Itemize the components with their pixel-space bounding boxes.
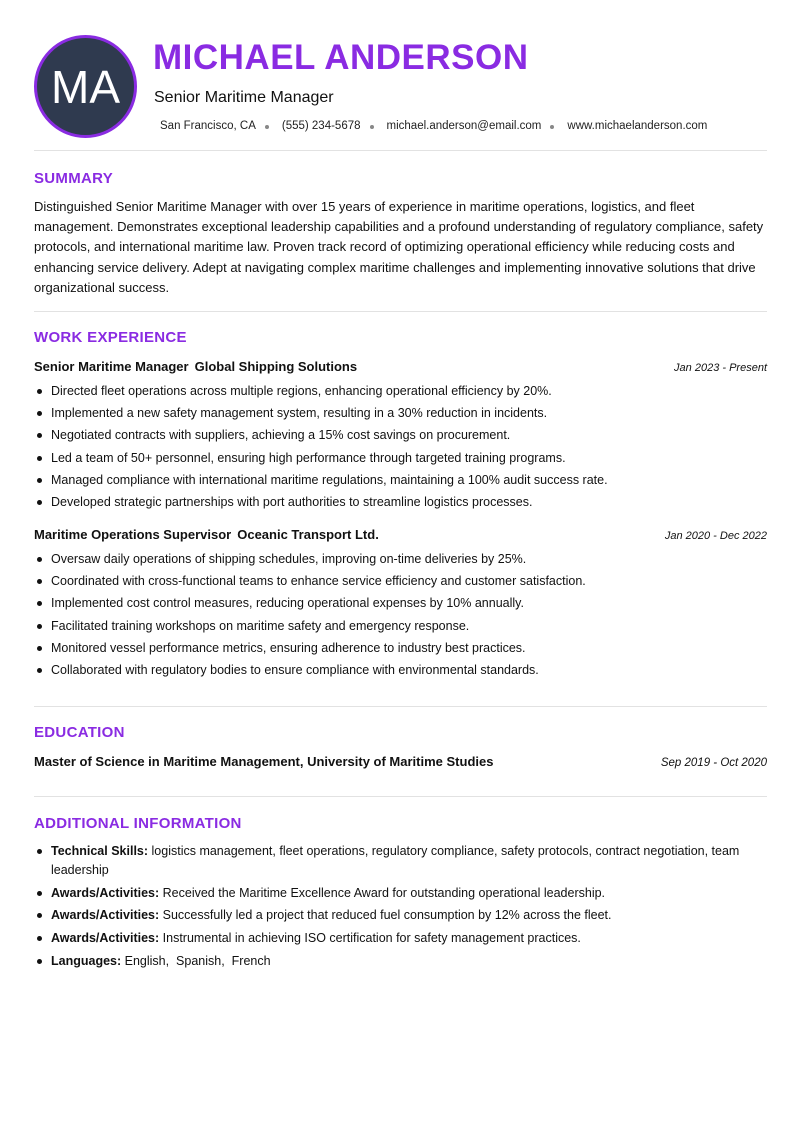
list-item: Oversaw daily operations of shipping schedules, improving on-time deliveries by 25%. [34, 548, 767, 570]
list-item: Developed strategic partnerships with port authorities to streamline logistics processes. [34, 491, 767, 513]
additional-list [34, 842, 767, 974]
list-item: Negotiated contracts with suppliers, achieving a 15% cost savings on procurement. [34, 424, 767, 446]
list-item [34, 884, 767, 903]
contact-location: San Francisco, CA [160, 120, 256, 132]
job-company: Oceanic Transport Ltd. [237, 527, 379, 542]
item-label: Technical Skills: [51, 844, 149, 858]
job-dates: Jan 2020 - Dec 2022 [664, 530, 767, 542]
list-item [34, 842, 767, 880]
education-dates: Sep 2019 - Oct 2020 [660, 757, 767, 769]
job-bullets [34, 380, 767, 513]
list-item: Led a team of 50+ personnel, ensuring high performance through targeted training programs. [34, 447, 767, 469]
summary-text: Distinguished Senior Maritime Manager with over 15 years of experience in maritime operations, logistics, and fleet management. Demonstrates exceptional leadership capabilities and a profound understanding of regulatory compliance, safety protocols, and international maritime law. Proven track record of optimizing operational efficiency while reducing costs and enhancing service delivery. Adept at navigating complex maritime challenges and implementing innovative solutions that drive organizational success. [34, 199, 764, 295]
job-company: Global Shipping Solutions [194, 359, 358, 374]
item-text: Instrumental in achieving ISO certification for safety management practices. [162, 930, 581, 945]
experience-heading: WORK EXPERIENCE [34, 329, 187, 346]
item-label: Awards/Activities: [51, 908, 160, 922]
education-degree: Master of Science in Maritime Management, University of Maritime Studies [34, 754, 494, 769]
item-text: Successfully led a project that reduced fuel consumption by 12% across the fleet. [162, 908, 612, 922]
list-item [34, 929, 767, 948]
contact-email[interactable]: michael.anderson@email.com [386, 120, 542, 132]
additional-heading: ADDITIONAL INFORMATION [34, 815, 242, 832]
contact-phone: (555) 234-5678 [281, 120, 361, 132]
item-text: logistics management, fleet operations, regulatory compliance, safety protocols, contract negotiation, team leadership [51, 844, 740, 877]
list-item: Monitored vessel performance metrics, ensuring adherence to industry best practices. [34, 637, 767, 659]
job-role: Senior Maritime Manager [34, 359, 189, 374]
item-text: English, Spanish, French [124, 953, 271, 968]
education-heading: EDUCATION [34, 724, 125, 741]
section-divider [34, 796, 767, 797]
item-label: Awards/Activities: [51, 885, 160, 900]
list-item: Collaborated with regulatory bodies to ensure compliance with environmental standards. [34, 659, 767, 681]
section-divider [34, 706, 767, 707]
list-item: Directed fleet operations across multiple regions, enhancing operational efficiency by 20%. [34, 380, 767, 402]
contact-website[interactable]: www.michaelanderson.com [567, 120, 708, 132]
summary-heading: SUMMARY [34, 170, 114, 187]
item-text: Received the Maritime Excellence Award for outstanding operational leadership. [162, 885, 606, 900]
list-item: Implemented cost control measures, reducing operational expenses by 10% annually. [34, 592, 767, 614]
separator-dot [265, 125, 269, 129]
item-label: Languages: [51, 953, 122, 968]
list-item: Coordinated with cross-functional teams to enhance service efficiency and customer satisfaction. [34, 570, 767, 592]
section-divider [34, 311, 767, 312]
item-label: Awards/Activities: [51, 930, 160, 945]
avatar-initials: MA [51, 60, 120, 113]
education-entry [34, 754, 767, 769]
section-divider [34, 150, 767, 151]
candidate-title: Senior Maritime Manager [154, 89, 334, 106]
job-role: Maritime Operations Supervisor [34, 527, 232, 542]
list-item: Implemented a new safety management system, resulting in a 30% reduction in incidents. [34, 402, 767, 424]
job-header [34, 359, 767, 374]
list-item [34, 952, 767, 971]
separator-dot [370, 125, 374, 129]
list-item [34, 906, 767, 925]
job-header [34, 527, 767, 542]
job-bullets [34, 548, 767, 681]
list-item: Facilitated training workshops on maritime safety and emergency response. [34, 615, 767, 637]
job-dates: Jan 2023 - Present [674, 362, 767, 374]
contact-row [160, 120, 707, 132]
candidate-name: MICHAEL ANDERSON [153, 38, 529, 77]
list-item: Managed compliance with international maritime regulations, maintaining a 100% audit success rate. [34, 469, 767, 491]
avatar [34, 35, 137, 138]
separator-dot [550, 125, 554, 129]
